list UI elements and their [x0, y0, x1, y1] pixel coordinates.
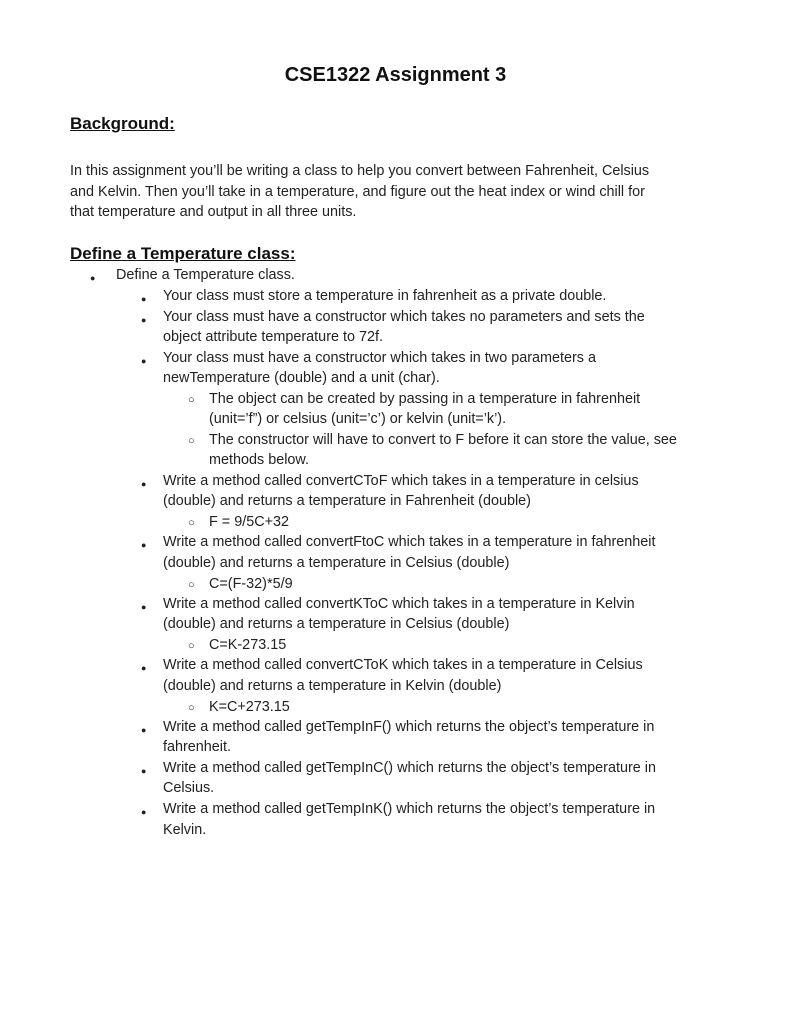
document-title: CSE1322 Assignment 3 [284, 64, 507, 86]
list-item: Write a method called convertCToK which takes in a temperature in Celsius [163, 657, 643, 673]
list-item: Write a method called convertFtoC which takes in a temperature in fahrenheit [163, 534, 656, 550]
list-item-continuation: fahrenheit. [163, 739, 232, 755]
background-line: and Kelvin. Then you’ll take in a temperature, and figure out the heat index or wind chill for [70, 183, 645, 200]
list-item: Write a method called convertCToF which takes in a temperature in celsius [163, 473, 639, 489]
bullet-circle [188, 431, 195, 447]
list-item: Write a method called convertKToC which takes in a temperature in Kelvin [163, 596, 635, 612]
bullet-dot [90, 268, 95, 284]
background-line: In this assignment you’ll be writing a class to help you convert between Fahrenheit, Celsius [70, 163, 650, 179]
list-item: Write a method called getTempInC() which returns the object’s temperature in [163, 760, 656, 776]
bullet-circle [188, 636, 195, 652]
list-item-continuation: (unit=’f”) or celsius (unit=’c’) or kelvin (unit=’k’). [209, 411, 507, 427]
list-item-continuation: methods below. [209, 452, 309, 468]
list-item-continuation: (double) and returns a temperature in Kelvin (double) [163, 678, 502, 694]
list-item-continuation: (double) and returns a temperature in Fahrenheit (double) [163, 493, 531, 509]
list-item: Write a method called getTempInF() which returns the object’s temperature in [163, 719, 655, 735]
define-class-heading: Define a Temperature class: [70, 244, 296, 263]
list-item-continuation: newTemperature (double) and a unit (char). [163, 370, 440, 386]
list-item-continuation: (double) and returns a temperature in Celsius (double) [163, 616, 510, 632]
list-item-continuation: Celsius. [163, 780, 215, 796]
formula: C=K-273.15 [209, 637, 287, 653]
background-heading: Background: [70, 114, 175, 133]
bullet-circle [188, 698, 195, 714]
bullet-dot [141, 658, 146, 674]
bullet-dot [141, 474, 146, 490]
list-item: The object can be created by passing in a temperature in fahrenheit [209, 391, 641, 407]
list-item-continuation: object attribute temperature to 72f. [163, 329, 383, 345]
list-item: Define a Temperature class. [116, 267, 295, 283]
background-paragraph [70, 161, 720, 223]
bullet-dot [141, 310, 146, 326]
bullet-circle [188, 575, 195, 591]
formula: C=(F-32)*5/9 [209, 576, 293, 592]
bullet-dot [141, 802, 146, 818]
list-item: The constructor will have to convert to F before it can store the value, see [209, 432, 677, 448]
bullet-dot [141, 597, 146, 613]
list-item: Your class must have a constructor which takes no parameters and sets the [163, 309, 645, 325]
bullet-circle [188, 513, 195, 529]
list-item: Your class must store a temperature in fahrenheit as a private double. [163, 288, 607, 304]
bullet-dot [141, 289, 146, 305]
formula: F = 9/5C+32 [209, 514, 289, 530]
bullet-dot [141, 351, 146, 367]
bullet-dot [141, 720, 146, 736]
bullet-dot [141, 761, 146, 777]
list-item-continuation: (double) and returns a temperature in Celsius (double) [163, 555, 510, 571]
list-item: Write a method called getTempInK() which returns the object’s temperature in [163, 801, 656, 817]
list-item-continuation: Kelvin. [163, 822, 207, 838]
formula: K=C+273.15 [209, 699, 290, 715]
bullet-circle [188, 390, 195, 406]
bullet-dot [141, 535, 146, 551]
background-line: that temperature and output in all three units. [70, 204, 357, 221]
list-item: Your class must have a constructor which takes in two parameters a [163, 350, 596, 366]
